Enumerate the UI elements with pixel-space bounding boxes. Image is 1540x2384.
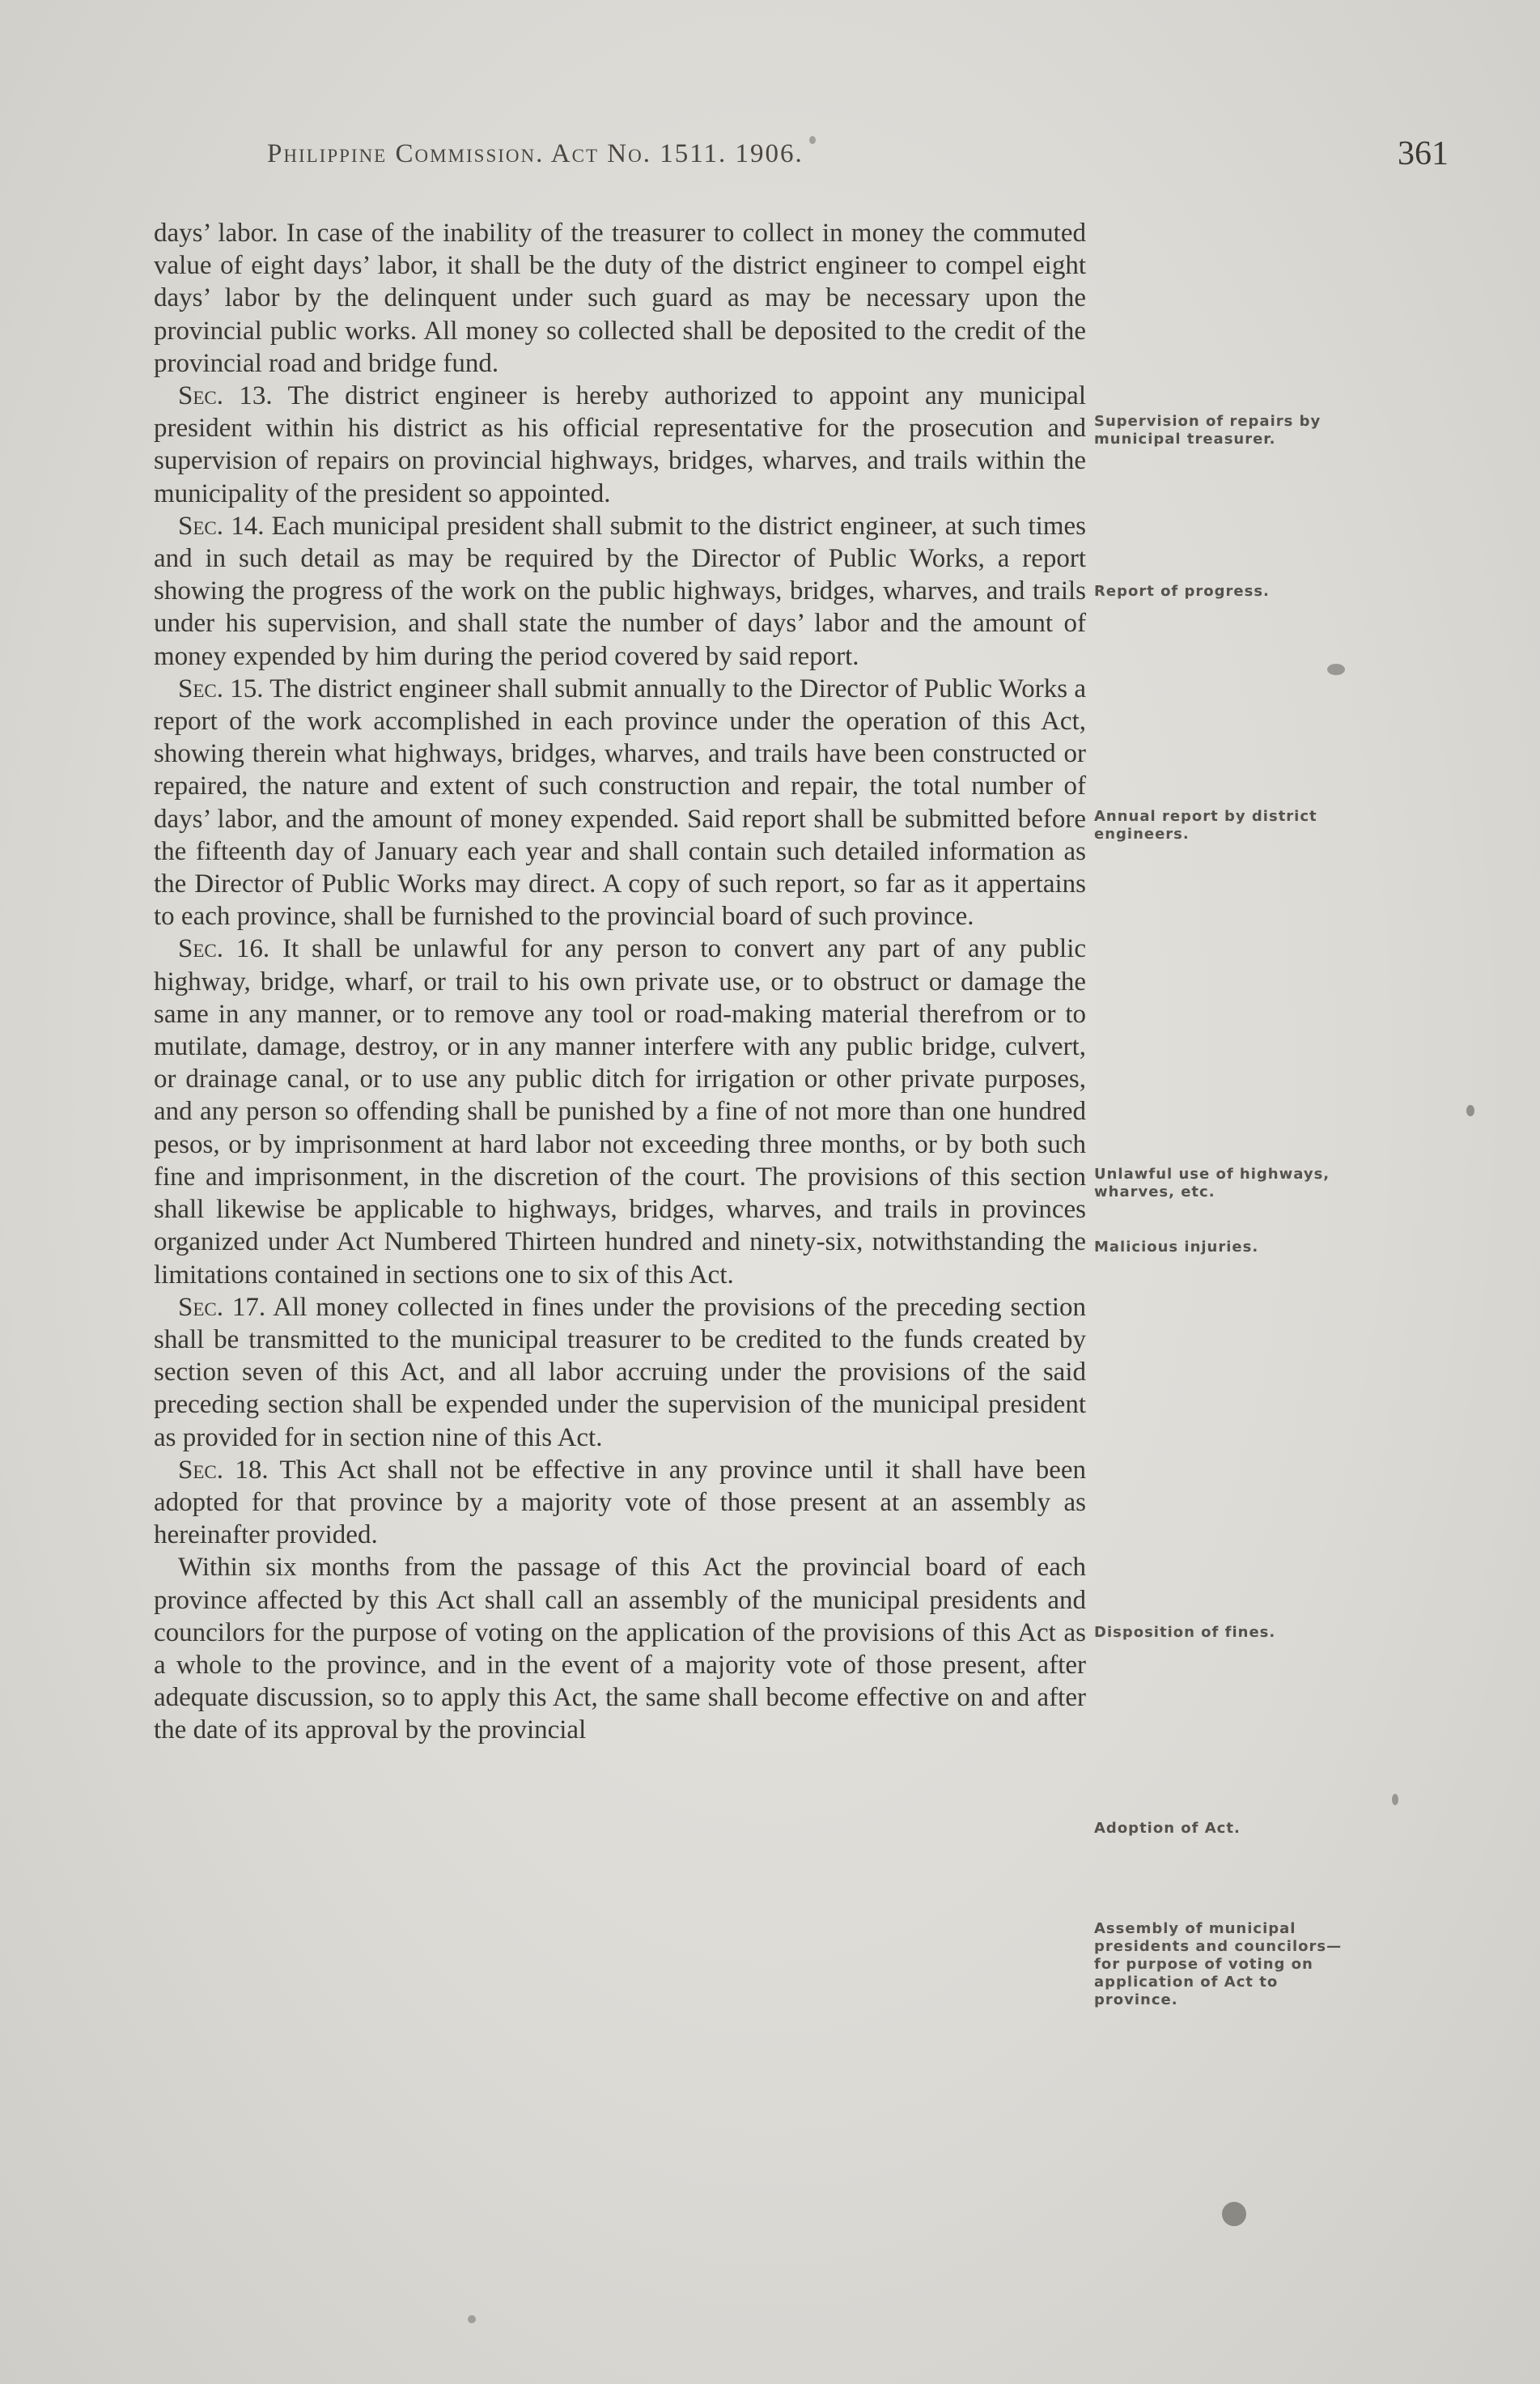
section-17 bbox=[154, 1291, 1086, 1454]
section-15 bbox=[154, 673, 1086, 933]
page-number: 361 bbox=[1398, 135, 1449, 172]
print-speck bbox=[468, 2315, 476, 2323]
margin-note-assembly: Assembly of municipal presidents and councilors—for purpose of voting on application of Act to province. bbox=[1094, 1920, 1343, 2008]
section-text: It shall be unlawful for any person to convert any part of any public highway, bridge, wharf, or trail to his own private use, or to obstruct or damage the same in any manner, or to remove any tool or road-making material therefrom or to mutilate, damage, destroy, or in any manner interfere with any public bridge, culvert, or drainage canal, or to use any public ditch for irrigation or other private purposes, and any person so offending shall be punished by a fine of not more than one hundred pesos, or by imprisonment at hard labor not exceeding three months, or by both such fine and imprisonment, in the discretion of the court. The provisions of this section shall likewise be applicable to highways, bridges, wharves, and trails in provinces organized under Act Numbered Thirteen hundred and ninety-six, notwithstanding the limitations contained in sections one to six of this Act. bbox=[154, 934, 1087, 1290]
page-header bbox=[267, 135, 1449, 188]
running-head: Philippine Commission. Act No. 1511. 1906. bbox=[267, 139, 804, 168]
section-label: Sec. 14. bbox=[178, 511, 265, 541]
margin-note-supervision: Supervision of repairs by municipal treasurer. bbox=[1094, 413, 1322, 448]
margin-note-unlawful-use: Unlawful use of highways, wharves, etc. bbox=[1094, 1166, 1330, 1200]
section-text: All money collected in fines under the provisions of the preceding section shall be transmitted to the municipal treasurer to be credited to the funds created by section seven of this Act, and all labor accruing under the provisions of the said preceding section shall be expended under the supervision of the municipal president as provided for in section nine of this Act. bbox=[154, 1292, 1087, 1452]
print-speck bbox=[809, 136, 816, 144]
paragraph-text: Within six months from the passage of this Act the provincial board of each province affected by this Act shall call an assembly of the municipal presidents and councilors for the purpose of voting on the application of the provisions of this Act as a whole to the province, and in the event of a majority vote of those present, after adequate discussion, so to apply this Act, the same shall become effective on and after the date of its approval by the provincial bbox=[154, 1553, 1086, 1745]
paragraph-continuation bbox=[154, 217, 1086, 380]
margin-note-malicious-injuries: Malicious injuries. bbox=[1094, 1239, 1259, 1256]
print-speck bbox=[1392, 1794, 1398, 1805]
section-13 bbox=[154, 380, 1086, 510]
section-text: This Act shall not be effective in any province until it shall have been adopted for that province by a majority vote of those present at an assembly as hereinafter provided. bbox=[154, 1455, 1086, 1550]
paragraph-text: days’ labor. In case of the inability of the treasurer to collect in money the commuted value of eight days’ labor, it shall be the duty of the district engineer to compel eight days’ labor by the delinquent under such guard as may be necessary upon the provincial public works. All money so collected shall be deposited to the credit of the provincial road and bridge fund. bbox=[154, 219, 1086, 378]
section-label: Sec. 13. bbox=[178, 381, 273, 411]
margin-note-adoption: Adoption of Act. bbox=[1094, 1820, 1241, 1837]
act-text bbox=[154, 217, 1086, 1747]
print-speck bbox=[1222, 2202, 1246, 2226]
print-speck bbox=[1327, 664, 1345, 675]
section-text: The district engineer is hereby authorized to appoint any municipal president within his district as his official representative for the prosecution and supervision of repairs on provincial highways, bridges, wharves, and trails within the municipality of the president so appointed. bbox=[154, 381, 1086, 508]
section-14 bbox=[154, 510, 1086, 673]
margin-note-annual-report: Annual report by district engineers. bbox=[1094, 808, 1317, 843]
section-label: Sec. 15. bbox=[178, 674, 264, 703]
section-label: Sec. 18. bbox=[178, 1455, 269, 1485]
section-text: Each municipal president shall submit to the district engineer, at such times and in such detail as may be required by the Director of Public Works, a report showing the progress of the work on the public highways, bridges, wharves, and trails under his supervision, and shall state the number of days’ labor and the amount of money expended by him during the period covered by said report. bbox=[154, 511, 1086, 671]
print-speck bbox=[1466, 1105, 1474, 1116]
section-label: Sec. 16. bbox=[178, 934, 270, 964]
margin-note-report: Report of progress. bbox=[1094, 583, 1270, 600]
margin-note-disposition: Disposition of fines. bbox=[1094, 1624, 1276, 1641]
section-label: Sec. 17. bbox=[178, 1292, 266, 1322]
section-18 bbox=[154, 1454, 1086, 1552]
section-text: The district engineer shall submit annually to the Director of Public Works a report of the work accomplished in each province under the operation of this Act, showing therein what highways, bridges, wharves, and trails have been constructed or repaired, the nature and extent of such construction and repair, the total number of days’ labor, and the amount of money expended. Said report shall be submitted before the fifteenth day of January each year and shall contain such detailed information as the Director of Public Works may direct. A copy of such report, so far as it appertains to each province, shall be furnished to the provincial board of such province. bbox=[154, 674, 1087, 932]
paragraph-assembly bbox=[154, 1551, 1086, 1746]
section-16 bbox=[154, 933, 1086, 1290]
